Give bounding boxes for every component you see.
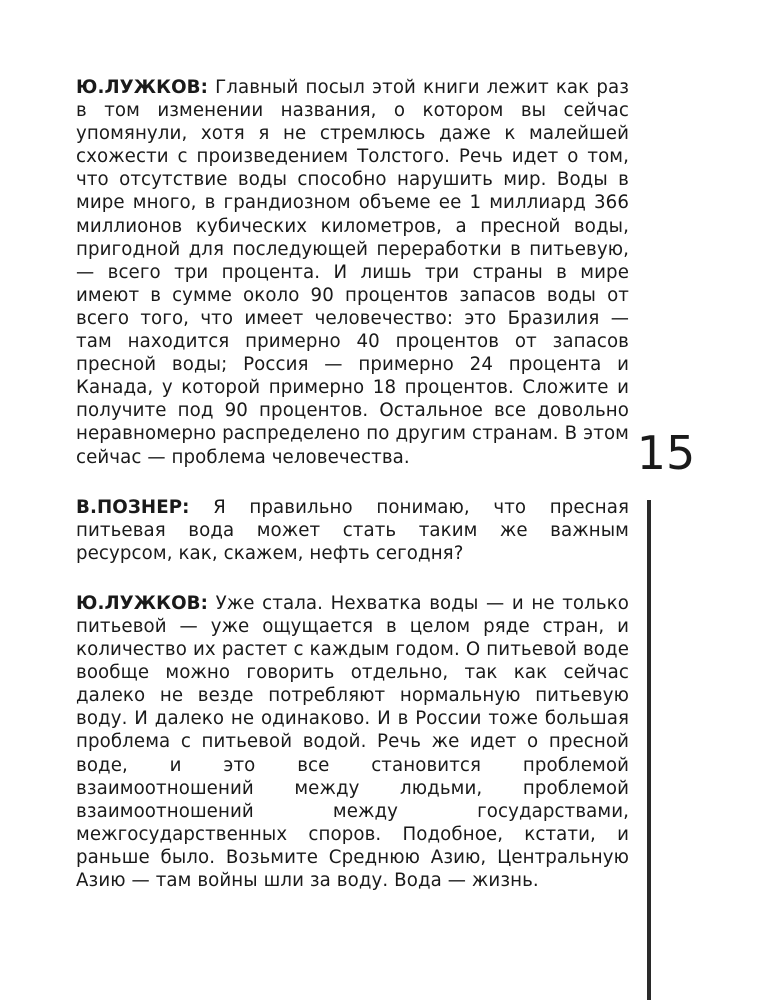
speaker-name-2: В.ПОЗНЕР: <box>76 496 190 518</box>
dialogue-text-2: Я правильно понимаю, что пресная питьевая вода может стать таким же важным ресурсом, как, скажем, нефть сегодня? <box>76 496 629 564</box>
speaker-name-1: Ю.ЛУЖКОВ: <box>76 77 209 98</box>
dialogue-paragraph-3 <box>76 592 629 892</box>
text-column <box>76 76 629 919</box>
margin-rule <box>647 500 651 1000</box>
dialogue-paragraph-1 <box>76 76 629 469</box>
dialogue-text-1: Главный посыл этой книги лежит как раз в том изменении названия, о котором вы сейчас упомянули, хотя я не стремлюсь даже к малейшей схожести с произведением Толстого. Речь идет о том, что отсутствие воды способно нарушить мир. Воды в мире много, в грандиозном объеме ее 1 миллиард 366 миллионов кубических километров, а пресной воды, пригодной для последующей переработки в питьевую, — всего три процента. И лишь три страны в мире имеют в сумме около 90 процентов запасов воды от всего того, что имеет человечество: это Бразилия — там находится примерно 40 процентов от запасов пресной воды; Россия — примерно 24 процента и Канада, у которой примерно 18 процентов. Сложите и получите под 90 процентов. Остальное все довольно неравномерно распределено по другим странам. В этом сейчас — проблема человечества. <box>76 77 629 468</box>
speaker-name-3: Ю.ЛУЖКОВ: <box>76 592 209 614</box>
page-number: 15 <box>636 426 696 480</box>
dialogue-text-3: Уже стала. Нехватка воды — и не только питьевой — уже ощущается в целом ряде стран, и количество их растет с каждым годом. О питьевой воде вообще можно говорить отдельно, так как сейчас далеко не везде потребляют нормальную питьевую воду. И далеко не одинаково. И в России тоже большая проблема с питьевой водой. Речь же идет о пресной воде, и это все становится проблемой взаимоотношений между людьми, проблемой взаимоотношений между государствами, межгосударственных споров. Подобное, кстати, и раньше было. Возьмите Среднюю Азию, Центральную Азию — там войны шли за воду. Вода — жизнь. <box>76 592 630 891</box>
dialogue-paragraph-2 <box>76 496 629 565</box>
